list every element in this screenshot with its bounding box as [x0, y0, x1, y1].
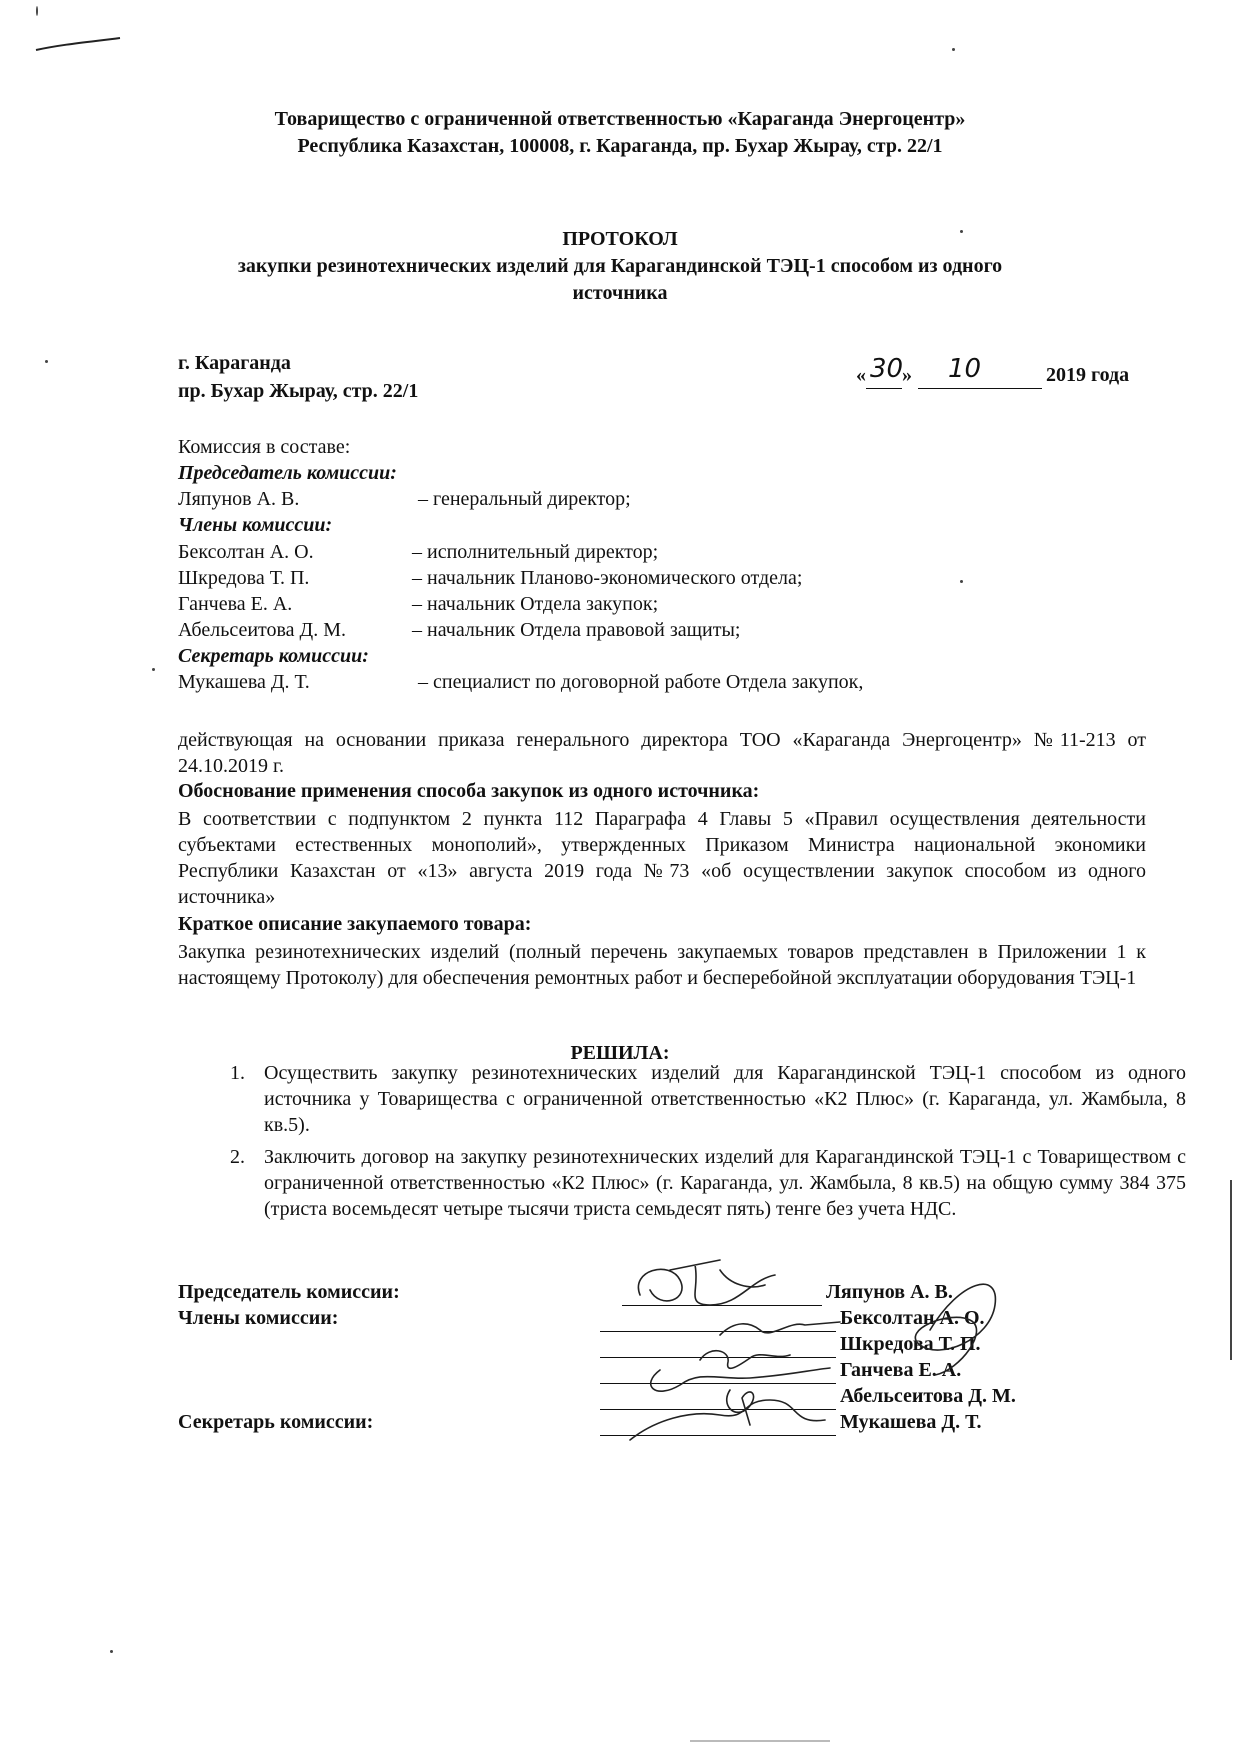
- signature-chair-label: Председатель комиссии:: [178, 1281, 400, 1303]
- secretary-name: Мукашева Д. Т.: [178, 671, 310, 693]
- signature-members-label: Члены комиссии:: [178, 1307, 339, 1329]
- scan-speck: [952, 48, 955, 51]
- date-month-handwritten: 10: [948, 354, 982, 384]
- place-city: г. Караганда: [178, 352, 291, 374]
- secretary-heading: Секретарь комиссии:: [178, 645, 369, 667]
- signatory-name: Ганчева Е. А.: [840, 1359, 962, 1381]
- handwritten-signatures: [600, 1250, 1020, 1460]
- date-day-handwritten: 30: [870, 354, 904, 384]
- scan-speck: [45, 360, 48, 363]
- description-paragraph: Закупка резинотехнических изделий (полный перечень закупаемых товаров представлен в Приложении 1 к настоящему Протоколу) для обеспечения ремонтных работ и бесперебойной эксплуатации оборудования ТЭЦ-1: [178, 941, 1146, 989]
- member-role: – начальник Отдела закупок;: [412, 593, 659, 615]
- member-role: – начальник Планово-экономического отдела;: [412, 567, 803, 589]
- document-subtitle-line2: источника: [572, 282, 668, 304]
- date-month-underline: [918, 388, 1042, 389]
- scan-edge-line: [1230, 1180, 1232, 1360]
- decision-item: 1. Осуществить закупку резинотехнических изделий для Карагандинской ТЭЦ-1 способом из одного источника у Товарищества с ограниченной ответственностью «К2 Плюс» (г. Караганда, ул. Жамбыла, 8 кв.5).: [250, 1060, 1186, 1138]
- member-role: – начальник Отдела правовой защиты;: [412, 619, 741, 641]
- organization-name: Товарищество с ограниченной ответственностью «Караганда Энергоцентр»: [274, 108, 966, 130]
- document-title: ПРОТОКОЛ: [562, 228, 678, 250]
- decision-heading: РЕШИЛА:: [570, 1042, 670, 1064]
- description-heading: Краткое описание закупаемого товара:: [178, 913, 532, 935]
- chair-heading: Председатель комиссии:: [178, 462, 397, 484]
- place-street: пр. Бухар Жырау, стр. 22/1: [178, 380, 419, 402]
- scan-speck: [152, 668, 155, 671]
- date-year: 2019 года: [1046, 364, 1130, 386]
- chair-role: – генеральный директор;: [418, 488, 631, 510]
- signatory-name: Мукашева Д. Т.: [840, 1411, 982, 1433]
- justification-paragraph: В соответствии с подпунктом 2 пункта 112 Параграфа 4 Главы 5 «Правил осуществления деятельности субъектами естественных монополий», утвержденных Приказом Министра национальной экономики Республики Казахстан от «13» августа 2019 года №73 «об осуществлении закупок способом из одного источника»: [178, 808, 1146, 908]
- scan-speck: [690, 1740, 830, 1742]
- scan-speck: [960, 230, 963, 233]
- member-name: Абельсеитова Д. М.: [178, 619, 346, 641]
- member-role: – исполнительный директор;: [412, 541, 659, 563]
- document-subtitle-line1: закупки резинотехнических изделий для Карагандинской ТЭЦ-1 способом из одного: [237, 255, 1003, 277]
- chair-name: Ляпунов А. В.: [178, 488, 300, 510]
- decision-item: 2. Заключить договор на закупку резинотехнических изделий для Карагандинской ТЭЦ-1 с Товариществом с ограниченной ответственностью «К2 Плюс» (г. Караганда, ул. Жамбыла, 8 кв.5) на общую сумму 384 375 (триста восемьдесят четыре тысячи триста семьдесят пять) тенге без учета НДС.: [250, 1144, 1186, 1222]
- member-name: Бексолтан А. О.: [178, 541, 314, 563]
- date-close-quote: »: [902, 364, 912, 386]
- secretary-role: – специалист по договорной работе Отдела закупок,: [418, 671, 864, 693]
- signatory-name: Абельсеитова Д. М.: [840, 1385, 1016, 1407]
- member-name: Ганчева Е. А.: [178, 593, 293, 615]
- signatory-name: Бексолтан А. О.: [840, 1307, 985, 1329]
- pen-stroke-mark: [34, 34, 124, 54]
- scan-speck: [36, 6, 38, 16]
- signatory-name: Ляпунов А. В.: [826, 1281, 953, 1303]
- scan-speck: [960, 580, 963, 583]
- signatory-name: Шкредова Т. П.: [840, 1333, 981, 1355]
- basis-paragraph: действующая на основании приказа генерального директора ТОО «Караганда Энергоцентр» №11-213 от 24.10.2019 г.: [178, 729, 1146, 777]
- justification-heading: Обоснование применения способа закупок из одного источника:: [178, 780, 760, 802]
- members-heading: Члены комиссии:: [178, 514, 333, 536]
- date-day-underline: [866, 388, 902, 389]
- signature-secretary-label: Секретарь комиссии:: [178, 1411, 374, 1433]
- date-open-quote: «: [856, 364, 866, 386]
- commission-intro: Комиссия в составе:: [178, 436, 351, 458]
- scan-speck: [110, 1650, 113, 1653]
- member-name: Шкредова Т. П.: [178, 567, 310, 589]
- decision-list: [210, 1060, 1186, 1228]
- organization-address: Республика Казахстан, 100008, г. Караганда, пр. Бухар Жырау, стр. 22/1: [297, 135, 943, 157]
